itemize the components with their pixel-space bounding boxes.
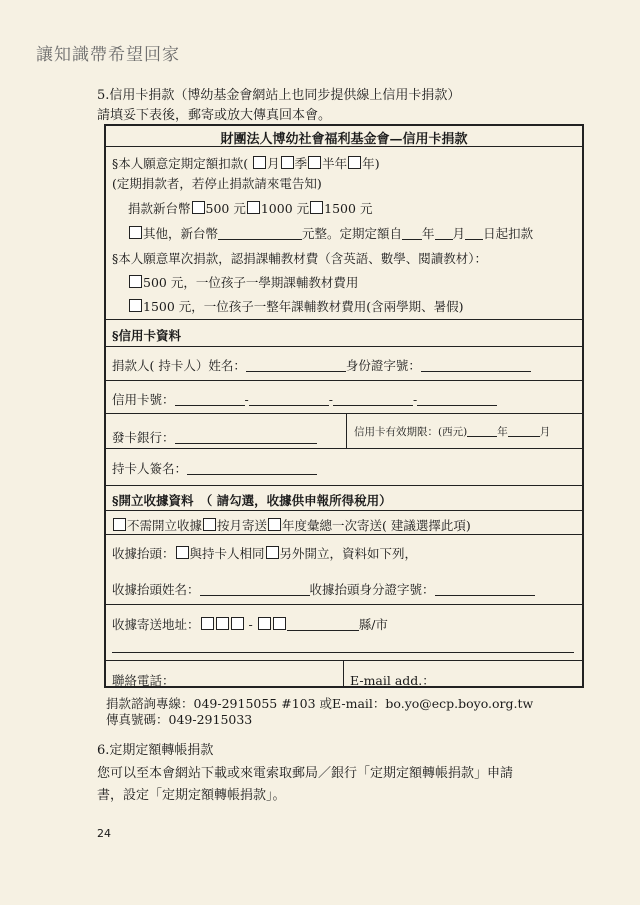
- single-1500-line: [128, 297, 464, 315]
- quarterly-checkbox[interactable]: [281, 156, 294, 169]
- single-500-checkbox[interactable]: [129, 275, 142, 288]
- amount-label: 捐款新台幣: [128, 201, 191, 216]
- divider: [106, 346, 582, 347]
- zip-box-4[interactable]: [258, 617, 271, 630]
- signature-line: [112, 459, 317, 477]
- yearly-checkbox[interactable]: [348, 156, 361, 169]
- header-logo: 讓知識帶希望回家: [36, 45, 180, 65]
- divider: [106, 448, 582, 449]
- divider: [106, 319, 582, 320]
- start-day-field[interactable]: [465, 227, 483, 240]
- divider: [343, 660, 344, 688]
- other-amount-line: [128, 224, 533, 242]
- zip-box-2[interactable]: [216, 617, 229, 630]
- monthly-checkbox[interactable]: [253, 156, 266, 169]
- section-5-intro: 請填妥下表後，郵寄或放大傳真回本會。: [97, 108, 332, 123]
- zip-dash: -: [248, 617, 253, 632]
- periodic-donation-line: [112, 154, 380, 172]
- expiry-label: 信用卡有效期限：(西元): [354, 426, 468, 438]
- divider: [106, 534, 582, 535]
- divider: [106, 510, 582, 511]
- amount-1000-label: 1000 元: [260, 201, 310, 216]
- expiry-year-field[interactable]: [467, 424, 497, 437]
- receipt-name-label: 收據抬頭姓名：: [112, 582, 200, 597]
- email-field[interactable]: [435, 674, 565, 687]
- monthly-label: 月: [267, 156, 280, 171]
- page-number: 24: [97, 827, 111, 840]
- close-paren: ): [374, 156, 380, 171]
- start-date-label: 元整。定期定額自: [302, 226, 403, 241]
- id-number-field[interactable]: [421, 359, 531, 372]
- divider: [346, 413, 347, 448]
- bank-label: 發卡銀行：: [112, 430, 175, 445]
- zip-box-1[interactable]: [201, 617, 214, 630]
- amount-1500-label: 1500 元: [324, 201, 373, 216]
- amount-1500-checkbox[interactable]: [310, 201, 323, 214]
- signature-field[interactable]: [187, 462, 317, 475]
- card-number-line: 信用卡號： - - -: [112, 390, 497, 408]
- section-6-body-1: 您可以至本會網站下載或來電索取郵局／銀行「定期定額轉帳捐款」申請: [97, 766, 514, 781]
- card-number-part-1[interactable]: [175, 393, 245, 406]
- no-receipt-checkbox[interactable]: [113, 518, 126, 531]
- amount-500-checkbox[interactable]: [192, 201, 205, 214]
- year-label: 年: [422, 226, 435, 241]
- expiry-line: [354, 424, 550, 439]
- single-1500-checkbox[interactable]: [129, 299, 142, 312]
- receipt-address-line: [112, 615, 388, 633]
- divider: [106, 380, 582, 381]
- start-year-field[interactable]: [402, 227, 422, 240]
- donation-hotline: 捐款諮詢專線：049-2915055 #103 或E-mail：bo.yo@ecp.boyo.org.tw: [106, 696, 534, 711]
- zip-box-5[interactable]: [273, 617, 286, 630]
- separate-title-label: 另外開立，資料如下列，: [279, 546, 418, 561]
- id-label: 身份證字號：: [345, 358, 421, 373]
- single-1500-label: 1500 元，一位孩子一整年課輔教材費用(含兩學期、暑假): [143, 299, 464, 314]
- receipt-name-field[interactable]: [200, 583, 310, 596]
- email-line: [350, 671, 565, 689]
- amount-line: [128, 199, 372, 217]
- donor-line: [112, 356, 531, 374]
- card-section-title: §信用卡資料: [112, 328, 182, 343]
- county-label: 縣/市: [358, 617, 388, 632]
- donor-name-field[interactable]: [246, 359, 346, 372]
- county-field[interactable]: [287, 618, 359, 631]
- half-year-checkbox[interactable]: [308, 156, 321, 169]
- card-number-part-3[interactable]: [333, 393, 413, 406]
- single-500-label: 500 元，一位孩子一學期課輔教材費用: [143, 275, 359, 290]
- receipt-name-line: [112, 580, 535, 598]
- other-amount-label: 其他，新台幣: [143, 226, 219, 241]
- section-6-body-2: 書，設定「定期定額轉帳捐款」。: [97, 788, 286, 803]
- expiry-month-field[interactable]: [508, 424, 540, 437]
- receipt-title-line: [112, 544, 417, 562]
- phone-label: 聯絡電話：: [112, 673, 175, 688]
- divider: [106, 146, 582, 147]
- receipt-address-label: 收據寄送地址：: [112, 617, 200, 632]
- same-as-cardholder-label: 與持卡人相同: [189, 546, 265, 561]
- expiry-year-label: 年: [497, 426, 508, 438]
- same-as-cardholder-checkbox[interactable]: [176, 546, 189, 559]
- receipt-title-label: 收據抬頭：: [112, 546, 175, 561]
- quarterly-label: 季: [294, 156, 308, 171]
- phone-line: [112, 671, 315, 689]
- credit-card-donation-form: [104, 124, 584, 688]
- monthly-receipt-label: 按月寄送: [217, 518, 268, 533]
- amount-500-label: 500 元: [205, 201, 246, 216]
- email-label: E-mail add.：: [350, 673, 435, 688]
- annual-receipt-checkbox[interactable]: [268, 518, 281, 531]
- receipt-id-label: 收據抬頭身分證字號：: [309, 582, 435, 597]
- bank-field[interactable]: [175, 431, 317, 444]
- phone-field[interactable]: [175, 674, 315, 687]
- amount-1000-checkbox[interactable]: [247, 201, 260, 214]
- half-year-label: 半年: [322, 156, 348, 171]
- fax-number: 傳真號碼：049-2915033: [106, 712, 253, 727]
- annual-receipt-label: 年度彙總一次寄送( 建議選擇此項): [282, 518, 471, 533]
- zip-box-3[interactable]: [231, 617, 244, 630]
- separate-title-checkbox[interactable]: [266, 546, 279, 559]
- divider: [106, 604, 582, 605]
- expiry-month-label: 月: [539, 426, 551, 438]
- section-6-title: 6.定期定額轉帳捐款: [97, 743, 214, 758]
- month-label: 月: [452, 226, 466, 241]
- divider: [106, 660, 582, 661]
- address-field[interactable]: [112, 640, 574, 653]
- single-donation-line: §本人願意單次捐款，認捐課輔教材費（含英語、數學、閱讀教材）：: [112, 251, 488, 266]
- section-5-title: 5.信用卡捐款（博幼基金會網站上也同步提供線上信用卡捐款）: [97, 88, 461, 103]
- card-number-part-4[interactable]: [417, 393, 497, 406]
- donor-label: 捐款人( 持卡人）姓名：: [112, 358, 246, 373]
- card-number-label: 信用卡號：: [112, 392, 175, 407]
- address-line-2[interactable]: [112, 639, 574, 654]
- yearly-label: 年: [362, 156, 375, 171]
- other-amount-checkbox[interactable]: [129, 226, 142, 239]
- divider: [106, 413, 582, 414]
- single-500-line: [128, 273, 358, 291]
- stop-notice: (定期捐款者，若停止捐款請來電告知): [112, 176, 322, 191]
- divider: [106, 485, 582, 486]
- day-label: 日起扣款: [483, 226, 534, 241]
- receipt-id-field[interactable]: [435, 583, 535, 596]
- card-number-part-2[interactable]: [249, 393, 329, 406]
- receipt-section-title: §開立收據資料 （ 請勾選，收據供申報所得稅用）: [112, 493, 392, 508]
- no-receipt-label: 不需開立收據: [127, 518, 203, 533]
- bank-line: [112, 428, 317, 446]
- form-title: 財團法人博幼社會福利基金會—信用卡捐款: [220, 132, 468, 147]
- monthly-receipt-checkbox[interactable]: [203, 518, 216, 531]
- start-month-field[interactable]: [435, 227, 453, 240]
- signature-label: 持卡人簽名：: [112, 461, 188, 476]
- receipt-frequency-line: [112, 516, 471, 534]
- periodic-donation-label: §本人願意定期定額扣款(: [112, 156, 249, 171]
- other-amount-field[interactable]: [218, 227, 302, 240]
